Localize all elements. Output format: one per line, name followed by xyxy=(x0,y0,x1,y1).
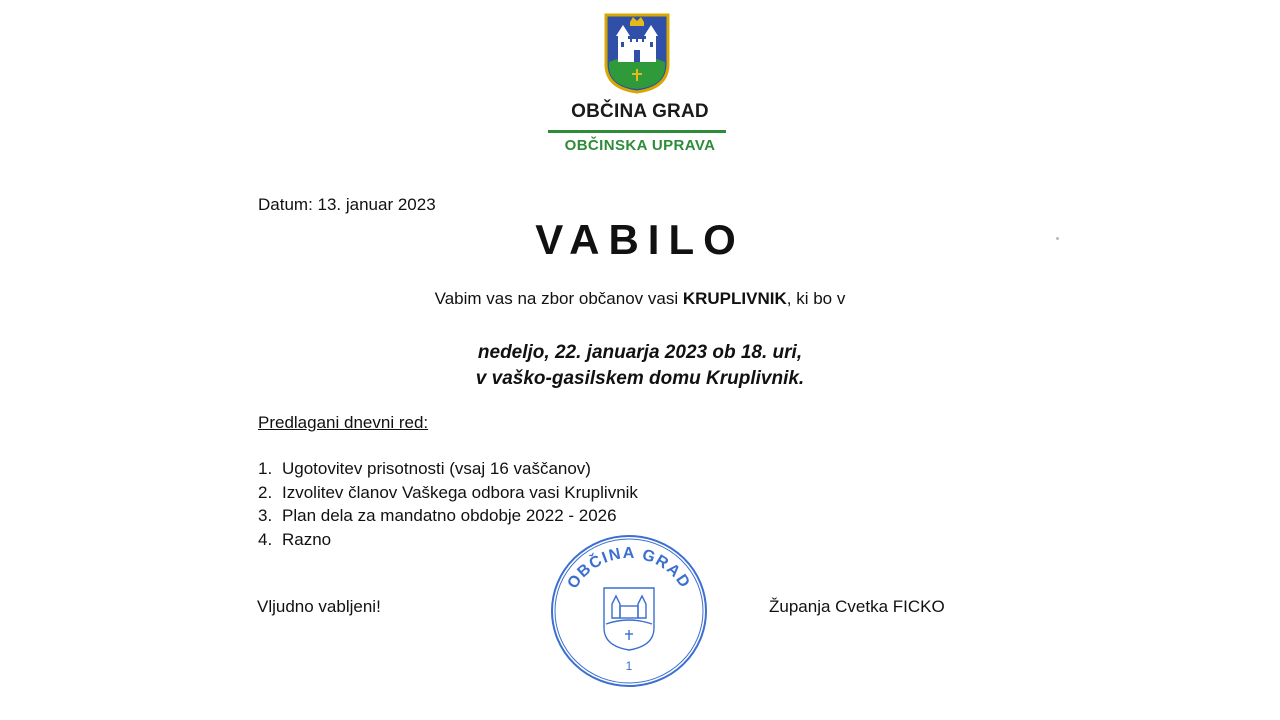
closing-greeting: Vljudno vabljeni! xyxy=(257,597,381,616)
agenda-item xyxy=(258,481,638,505)
municipality-crest xyxy=(603,12,671,94)
stamp-arc-text: OBČINA GRAD xyxy=(564,545,694,592)
invitation-suffix: , ki bo v xyxy=(786,289,846,308)
meeting-datetime-location xyxy=(340,340,940,392)
agenda-item-text: Izvolitev članov Vaškega odbora vasi Kruplivnik xyxy=(282,482,638,502)
agenda-item-number: 3. xyxy=(258,506,273,525)
org-divider xyxy=(548,130,726,133)
org-name: OBČINA GRAD xyxy=(571,101,709,122)
meeting-datetime: nedeljo, 22. januarja 2023 ob 18. uri, xyxy=(477,342,803,363)
agenda-item-number: 2. xyxy=(258,482,273,502)
invitation-text xyxy=(300,289,980,309)
document-title: VABILO xyxy=(535,216,745,263)
village-name: KRUPLIVNIK xyxy=(682,289,787,308)
org-subtitle: OBČINSKA UPRAVA xyxy=(564,137,716,154)
mayor-signature: Županja Cvetka FICKO xyxy=(769,597,945,616)
agenda-item xyxy=(258,457,638,481)
meeting-location: v vaško-gasilskem domu Kruplivnik. xyxy=(475,368,805,389)
stamp-crest-icon xyxy=(604,588,654,650)
agenda-item-number: 4. xyxy=(258,529,273,549)
official-stamp xyxy=(548,532,710,690)
invitation-prefix: Vabim vas na zbor občanov vasi xyxy=(434,289,683,308)
scan-speck xyxy=(1056,237,1059,240)
agenda-item-number: 1. xyxy=(258,459,273,478)
agenda-item-text: Plan dela za mandatno obdobje 2022 - 2026 xyxy=(282,506,617,525)
agenda-heading: Predlagani dnevni red: xyxy=(258,413,429,432)
stamp-number: 1 xyxy=(625,659,633,673)
document-date: Datum: 13. januar 2023 xyxy=(258,195,436,214)
agenda-item xyxy=(258,504,638,528)
agenda-item-text: Razno xyxy=(282,529,332,549)
agenda-item-text: Ugotovitev prisotnosti (vsaj 16 vaščanov) xyxy=(282,459,591,478)
